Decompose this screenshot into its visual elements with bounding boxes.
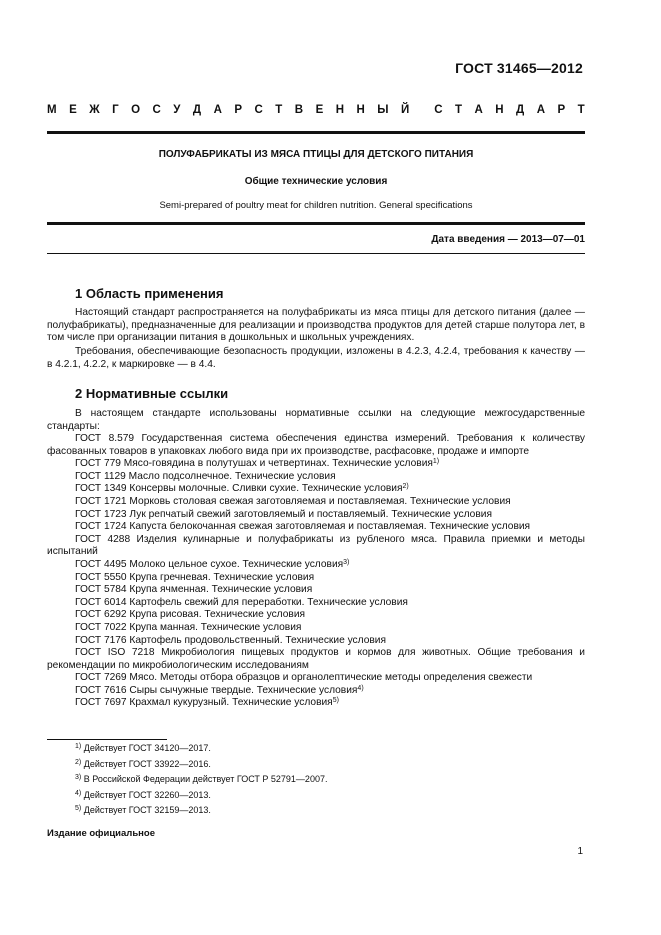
reference-item: ГОСТ 1129 Масло подсолнечное. Технические условия [75, 470, 336, 482]
letter: Н [495, 104, 504, 116]
letter: Е [315, 104, 324, 116]
letter: М [47, 104, 57, 116]
letter: Е [69, 104, 77, 116]
gost-code: ГОСТ 31465—2012 [455, 60, 583, 76]
letter: Р [234, 104, 243, 116]
reference-item: ГОСТ ISO 7218 Микробиология пищевых продуктов и кормов для животных. Общие требования и рекомендации по микробиологическим исследованиям [47, 647, 585, 671]
letter: Р [557, 104, 566, 116]
reference-item: ГОСТ 1721 Морковь столовая свежая заготовляемая и поставляемая. Технические условия [75, 495, 511, 507]
letter: А [536, 104, 546, 116]
letter: Н [335, 104, 345, 116]
letter: Д [516, 104, 525, 116]
letter: У [173, 104, 181, 116]
reference-item: ГОСТ 7697 Крахмал кукурузный. Технические условия$^{5)}$ [75, 697, 339, 709]
page-number: 1 [577, 846, 583, 857]
title-rule [47, 222, 585, 225]
reference-item: ГОСТ 4288 Изделия кулинарные и полуфабрикаты из рубленого мяса. Правила приемки и методы испытаний [47, 533, 585, 558]
letter: С [254, 104, 263, 116]
intro-date: Дата введения — 2013—07—01 [431, 234, 585, 245]
letter: А [213, 104, 222, 116]
letter: Т [577, 104, 585, 116]
footnote-item: $^{2)}$ Действует ГОСТ 33922—2016. [75, 758, 211, 769]
document-subtitle: Общие технические условия [244, 176, 388, 187]
footnotes [75, 741, 327, 819]
letter: Д [192, 104, 202, 116]
reference-item: ГОСТ 1723 Лук репчатый свежий заготовляемый и поставляемый. Технические условия [75, 508, 492, 520]
letter: Ы [377, 104, 389, 116]
letter: А [474, 104, 483, 116]
section-1-paragraph-2: Требования, обеспечивающие безопасность продукции, изложены в 4.2.3, 4.2.4, требования к качеству — в 4.2.1, 4.2.2, к маркировке — в 4.4. [47, 346, 585, 370]
letter: Т [454, 104, 463, 116]
letter: Н [356, 104, 365, 116]
footnote-rule [47, 739, 167, 740]
footnote-item: $^{5)}$ Действует ГОСТ 32159—2013. [75, 805, 211, 816]
letter: Й [401, 104, 410, 116]
document-title: ПОЛУФАБРИКАТЫ ИЗ МЯСА ПТИЦЫ ДЛЯ ДЕТСКОГО ПИТАНИЯ [158, 149, 474, 160]
reference-item: ГОСТ 7176 Картофель продовольственный. Технические условия [75, 634, 386, 646]
interstate-standard-label [47, 104, 585, 116]
reference-item: ГОСТ 1349 Консервы молочные. Сливки сухие. Технические условия$^{2)}$ [75, 483, 409, 495]
footnote-item: $^{4)}$ Действует ГОСТ 32260—2013. [75, 789, 211, 800]
reference-item: ГОСТ 6292 Крупа рисовая. Технические условия [75, 609, 306, 621]
letter: О [131, 104, 141, 116]
english-title: Semi-prepared of poultry meat for children nutrition. General specifications [159, 200, 473, 211]
reference-item: ГОСТ 7269 Мясо. Методы отбора образцов и органолептические методы определения свежести [75, 672, 533, 684]
reference-item: ГОСТ 8.579 Государственная система обеспечения единства измерений. Требования к количеству фасованных товаров в упаковках любого вида при их производстве, расфасовке, продаже и импорте [47, 433, 585, 457]
letter: Т [275, 104, 283, 116]
letter: В [294, 104, 304, 116]
reference-item: ГОСТ 6014 Картофель свежий для переработки. Технические условия [75, 596, 408, 608]
footnote-item: $^{3)}$ В Российской Федерации действует ГОСТ Р 52791—2007. [75, 774, 328, 785]
letter: Г [112, 104, 119, 116]
reference-item: ГОСТ 5784 Крупа ячменная. Технические условия [75, 584, 313, 596]
footnote-item: $^{1)}$ Действует ГОСТ 34120—2017. [75, 743, 211, 753]
letter: С [434, 104, 443, 116]
official-edition-label: Издание официальное [47, 828, 155, 839]
section-2-heading: 2 Нормативные ссылки [75, 386, 229, 401]
reference-item: ГОСТ 779 Мясо-говядина в полутушах и четвертинах. Технические условия$^{1)}$ [75, 458, 440, 470]
reference-item: ГОСТ 5550 Крупа гречневая. Технические условия [75, 571, 315, 583]
section-2-intro: В настоящем стандарте использованы нормативные ссылки на следующие межгосударственные стандарты: [47, 408, 585, 432]
date-rule [47, 253, 585, 254]
reference-item: ГОСТ 1724 Капуста белокочанная свежая заготовляемая и поставляемая. Технические условия [75, 521, 531, 533]
letter: С [152, 104, 161, 116]
section-1-heading: 1 Область применения [75, 286, 224, 301]
reference-item: ГОСТ 4495 Молоко цельное сухое. Технические условия$^{3)}$ [75, 558, 350, 570]
header-rule [47, 131, 585, 134]
letter: Ж [89, 104, 100, 116]
reference-item: ГОСТ 7022 Крупа манная. Технические условия [75, 621, 302, 633]
normative-references-list [47, 433, 585, 710]
section-1-paragraph-1: Настоящий стандарт распространяется на полуфабрикаты из мяса птицы для детского питания (далее — полуфабрикаты), предназначенные для реализации и производства продуктов для детей старше полутора лет, в том числе при организации питания в дошкольных и школьных учреждениях. [47, 307, 585, 344]
reference-item: ГОСТ 7616 Сыры сычужные твердые. Технические условия$^{4)}$ [75, 684, 364, 696]
